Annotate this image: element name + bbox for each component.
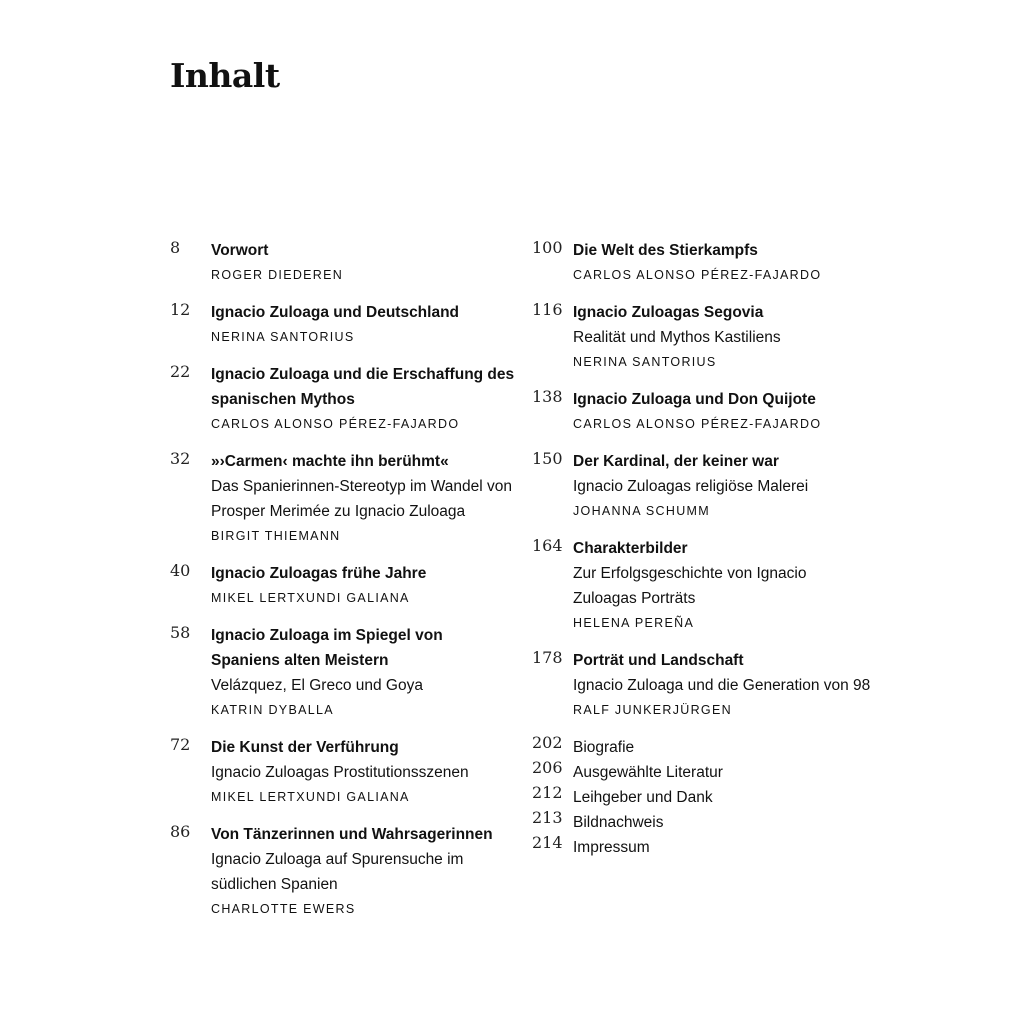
toc-entry-body [211, 300, 515, 350]
toc-entry-title: Ignacio Zuloaga und Deutschland [211, 304, 460, 321]
appendix-entry[interactable] [532, 785, 872, 810]
toc-entry-title: Ignacio Zuloagas Segovia [573, 304, 764, 321]
toc-entry[interactable] [532, 238, 872, 288]
appendix-page-number: 202 [532, 733, 563, 752]
toc-entry-author: CHARLOTTE EWERS [211, 902, 356, 916]
toc-page-number: 58 [170, 623, 191, 642]
toc-left-column [170, 237, 515, 934]
toc-entry-title: Ignacio Zuloaga im Spiegel von Spaniens alten Meistern [211, 627, 443, 669]
toc-entry-subtitle: Das Spanierinnen-Stereotyp im Wandel von Prosper Merimée zu Ignacio Zuloaga [211, 478, 512, 520]
page-title: Inhalt [170, 56, 280, 95]
toc-entry-author: ROGER DIEDEREN [211, 268, 344, 282]
appendix-page-number: 212 [532, 783, 563, 802]
appendix-list [532, 735, 872, 860]
toc-entry-author: CARLOS ALONSO PÉREZ-FAJARDO [573, 417, 822, 431]
toc-entry-subtitle: Ignacio Zuloagas Prostitutionsszenen [211, 764, 469, 781]
toc-entry-title: Vorwort [211, 242, 269, 259]
toc-page-number: 116 [532, 300, 563, 319]
toc-entry-author: MIKEL LERTXUNDI GALIANA [211, 790, 410, 804]
toc-entry-author: KATRIN DYBALLA [211, 703, 334, 717]
toc-entry[interactable] [170, 300, 515, 350]
toc-entry-body [573, 387, 872, 437]
toc-page-number: 32 [170, 449, 191, 468]
toc-entry-title: »›Carmen‹ machte ihn berühmt« [211, 453, 449, 470]
toc-entry[interactable] [170, 822, 515, 922]
toc-entry[interactable] [532, 387, 872, 437]
appendix-page-number: 213 [532, 808, 563, 827]
toc-page-number: 72 [170, 735, 191, 754]
appendix-label: Leihgeber und Dank [573, 789, 713, 806]
toc-entry-author: NERINA SANTORIUS [211, 330, 355, 344]
toc-entry[interactable] [170, 449, 515, 549]
toc-entry-body [211, 362, 515, 437]
toc-entry-title: Charakterbilder [573, 540, 688, 557]
toc-entry-subtitle: Ignacio Zuloaga auf Spurensuche im südlichen Spanien [211, 851, 464, 893]
toc-entry-title: Ignacio Zuloaga und die Erschaffung des spanischen Mythos [211, 366, 515, 408]
toc-page-number: 100 [532, 238, 563, 257]
appendix-entry[interactable] [532, 760, 872, 785]
appendix-label: Biografie [573, 739, 635, 756]
toc-entry-subtitle: Realität und Mythos Kastiliens [573, 329, 781, 346]
appendix-page-number: 206 [532, 758, 563, 777]
toc-entry-body [573, 449, 872, 524]
toc-entry[interactable] [532, 536, 872, 636]
toc-entry-body [211, 623, 515, 723]
toc-entry-author: JOHANNA SCHUMM [573, 504, 710, 518]
toc-entry-body [211, 561, 515, 611]
toc-entry-author: BIRGIT THIEMANN [211, 529, 341, 543]
toc-entry-title: Von Tänzerinnen und Wahrsagerinnen [211, 826, 493, 843]
appendix-label: Bildnachweis [573, 814, 664, 831]
toc-entry-author: MIKEL LERTXUNDI GALIANA [211, 591, 410, 605]
toc-entry-author: NERINA SANTORIUS [573, 355, 717, 369]
toc-entry-subtitle: Velázquez, El Greco und Goya [211, 677, 423, 694]
appendix-page-number: 214 [532, 833, 563, 852]
appendix-entry[interactable] [532, 810, 872, 835]
toc-entry-body [573, 238, 872, 288]
toc-entry-title: Der Kardinal, der keiner war [573, 453, 779, 470]
toc-right-column [532, 237, 872, 860]
toc-entry-title: Ignacio Zuloaga und Don Quijote [573, 391, 816, 408]
toc-entry-title: Porträt und Landschaft [573, 652, 744, 669]
toc-entry-body [211, 822, 515, 922]
toc-entry-body [573, 300, 872, 375]
toc-page-number: 164 [532, 536, 563, 555]
toc-page-number: 150 [532, 449, 563, 468]
toc-entry-body [573, 648, 872, 723]
toc-page-number: 12 [170, 300, 191, 319]
toc-entry[interactable] [170, 238, 515, 288]
toc-entry-title: Die Welt des Stierkampfs [573, 242, 758, 259]
toc-entry-subtitle: Ignacio Zuloagas religiöse Malerei [573, 478, 809, 495]
toc-entry-subtitle: Zur Erfolgsgeschichte von Ignacio Zuloagas Porträts [573, 565, 807, 607]
toc-entry[interactable] [170, 623, 515, 723]
toc-entry-title: Die Kunst der Verführung [211, 739, 399, 756]
appendix-label: Impressum [573, 839, 650, 856]
toc-entry-body [211, 449, 515, 549]
toc-entry[interactable] [532, 449, 872, 524]
toc-entry-body [211, 735, 515, 810]
toc-entry-body [573, 536, 872, 636]
toc-entry[interactable] [532, 648, 872, 723]
toc-entry-author: CARLOS ALONSO PÉREZ-FAJARDO [573, 268, 822, 282]
appendix-label: Ausgewählte Literatur [573, 764, 723, 781]
toc-page-number: 40 [170, 561, 191, 580]
toc-entry-author: CARLOS ALONSO PÉREZ-FAJARDO [211, 417, 460, 431]
toc-entry-author: RALF JUNKERJÜRGEN [573, 703, 732, 717]
toc-entry-author: HELENA PEREÑA [573, 616, 695, 630]
toc-page-number: 86 [170, 822, 191, 841]
toc-entry[interactable] [170, 561, 515, 611]
toc-entry-title: Ignacio Zuloagas frühe Jahre [211, 565, 427, 582]
toc-entry[interactable] [170, 362, 515, 437]
toc-entry-body [211, 238, 515, 288]
toc-entry[interactable] [170, 735, 515, 810]
toc-entry[interactable] [532, 300, 872, 375]
toc-page-number: 178 [532, 648, 563, 667]
toc-page-number: 8 [170, 238, 181, 257]
appendix-entry[interactable] [532, 835, 872, 860]
toc-entry-subtitle: Ignacio Zuloaga und die Generation von 98 [573, 677, 871, 694]
toc-page-number: 138 [532, 387, 563, 406]
toc-page-number: 22 [170, 362, 191, 381]
appendix-entry[interactable] [532, 735, 872, 760]
